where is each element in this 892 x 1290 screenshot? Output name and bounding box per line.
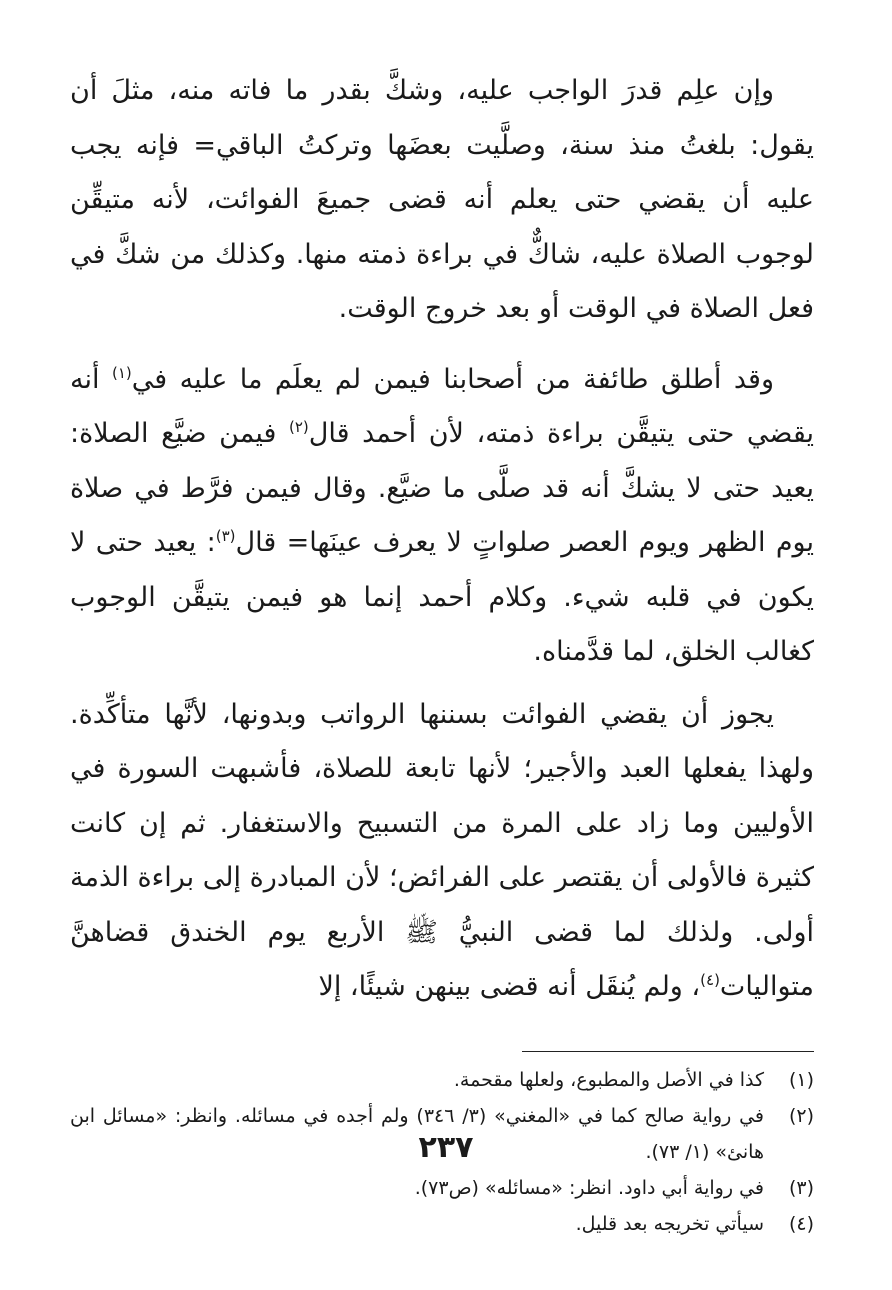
footnote-ref-2: (٢)	[288, 418, 309, 436]
footnote-text: سيأتي تخريجه بعد قليل.	[575, 1212, 764, 1235]
footnote-number: (٣)	[788, 1176, 814, 1199]
footnote-item	[70, 1206, 814, 1242]
footnote-number: (١)	[788, 1068, 814, 1091]
body-paragraph-1: وإن علِم قدرَ الواجب عليه، وشكَّ بقدر ما فاته منه، مثلَ أن يقول: بلغتُ منذ سنة، وصلَّيت بعضَها وتركتُ الباقي= فإنه يجب عليه أن يقضي حتى يعلم أنه قضى جميعَ الفوائت، لأنه متيقِّن لوجوب الصلاة عليه، شاكٌّ في براءة ذمته منها. وكذلك من شكَّ في فعل الصلاة في الوقت أو بعد خروج الوقت.	[70, 75, 814, 324]
footnote-number: (٤)	[788, 1212, 814, 1235]
paragraph-text: فيمن ضيَّع الصلاة: يعيد حتى لا يشكَّ أنه قد صلَّى ما ضيَّع. وقال فيمن فرَّط في صلاة يوم الظهر ويوم العصر صلواتٍ لا يعرف عينَها= قال	[70, 418, 814, 558]
paragraph-text: وقد أطلق طائفة من أصحابنا فيمن لم يعلَم ما عليه في	[131, 363, 775, 395]
footnote-ref-1: (١)	[111, 363, 132, 382]
body-paragraph-2	[70, 353, 814, 680]
paragraph-text: أنه يقضي حتى يتيقَّن براءة ذمته، لأن أحمد قال	[70, 363, 815, 449]
paragraph-text: يجوز أن يقضي الفوائت بسننها الرواتب وبدونها، لأنَّها متأكِّدة. ولهذا يفعلها العبد والأجير؛ لأنها تابعة للصلاة، فأشبهت السورة في الأوليين وما زاد على المرة من التسبيح والاستغفار. ثم إن كانت كثيرة فالأولى أن يقتصر على الفرائض؛ لأن المبادرة إلى براءة الذمة أولى. ولذلك لما قضى النبيُّ ﷺ الأربع يوم الخندق قضاهنَّ متواليات	[70, 698, 814, 1002]
footnote-ref-4: (٤)	[700, 971, 720, 989]
body-paragraph-3	[70, 688, 814, 1015]
footnote-item	[70, 1170, 814, 1206]
footnote-text: في رواية صالح كما في «المغني» (٣/ ٣٤٦) ولم أجده في مسائله. وانظر: «مسائل ابن هانئ» (١/ ٧٣).	[70, 1104, 764, 1163]
footnote-item	[70, 1062, 814, 1098]
footnote-number: (٢)	[788, 1104, 814, 1127]
paragraph-text: : يعيد حتى لا يكون في قلبه شيء. وكلام أحمد إنما هو فيمن يتيقَّن الوجوب كغالب الخلق، لما قدَّمناه.	[70, 527, 814, 667]
footnote-separator	[522, 1051, 814, 1052]
paragraph-text: ، ولم يُنقَل أنه قضى بينهن شيئًا، إلا	[318, 971, 701, 1002]
footnote-ref-3: (٣)	[215, 527, 236, 545]
footnote-text: في رواية أبي داود. انظر: «مسائله» (ص٧٣).	[414, 1176, 764, 1199]
page	[70, 64, 814, 1290]
footnote-text: كذا في الأصل والمطبوع، ولعلها مقحمة.	[453, 1068, 764, 1091]
page-number: ٢٣٧	[418, 1130, 474, 1165]
